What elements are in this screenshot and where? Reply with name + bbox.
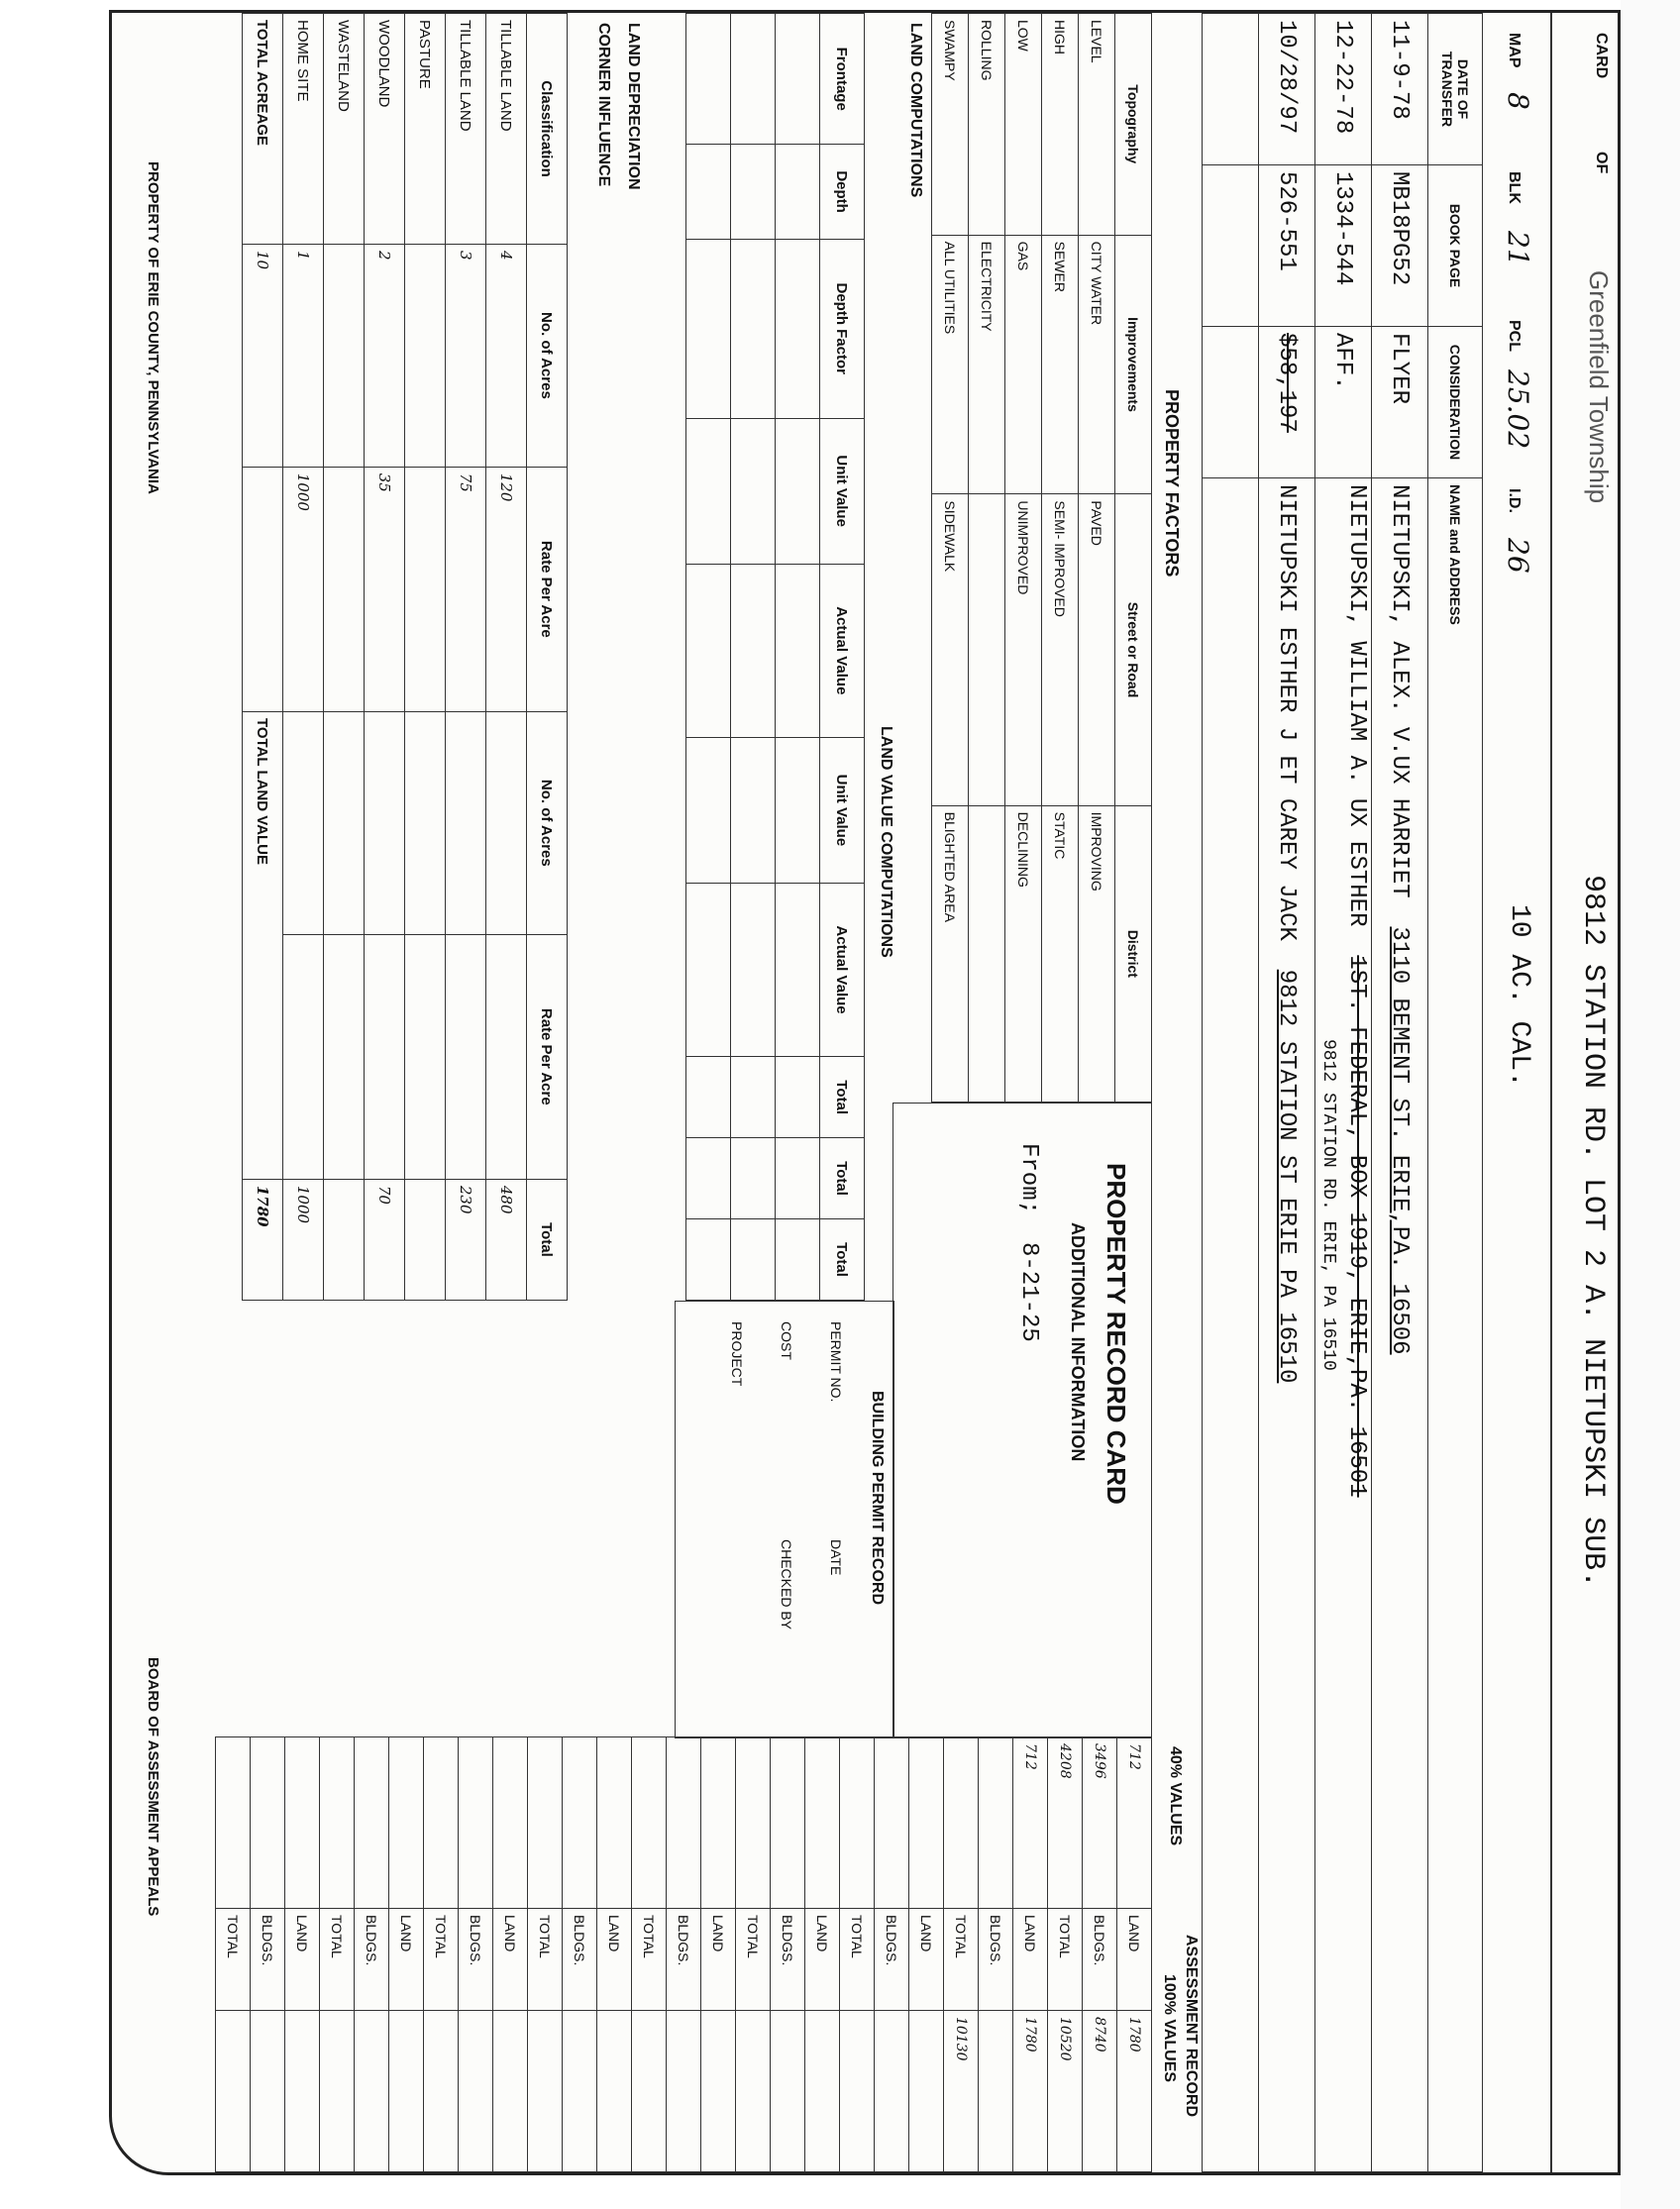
acreage-row	[405, 14, 446, 1301]
assessment-row	[216, 1737, 251, 2172]
col-improvements: Improvements	[1115, 235, 1152, 494]
assess-value	[632, 2011, 667, 2172]
owner-address: 9812 STATION ST ERIE PA 16510	[1273, 969, 1301, 1384]
permit-title: BUILDING PERMIT RECORD	[869, 1391, 886, 1605]
transfer-name-address	[1372, 478, 1428, 2172]
col-actual-value-2: Actual Value	[820, 883, 865, 1056]
assess-value	[840, 2011, 875, 2172]
assessment-row	[493, 1737, 528, 2172]
transfer-header-row	[1428, 14, 1483, 2172]
col-total-1: Total	[820, 1057, 865, 1138]
assess-label: TOTAL	[216, 1909, 251, 2011]
assess-label: TOTAL	[840, 1909, 875, 2011]
factor-cell: ROLLING	[969, 14, 1005, 236]
property-location: 9812 STATION RD. LOT 2 A. NIETUPSKI SUB.	[1576, 875, 1610, 1589]
col-topography: Topography	[1115, 14, 1152, 236]
factors-row	[1079, 14, 1115, 1103]
assessment-row	[355, 1737, 389, 2172]
assess-label: TOTAL	[424, 1909, 459, 2011]
owner-address-struck: 1ST. FEDERAL, BOX 1919, ERIE,PA. 16501	[1343, 955, 1370, 1498]
assessment-row	[528, 1737, 563, 2172]
assessment-row	[701, 1737, 736, 2172]
assessment-row	[979, 1737, 1013, 2172]
col-depth: Depth	[820, 145, 865, 239]
classification: WASTELAND	[324, 14, 365, 245]
permit-date-label: DATE	[828, 1539, 844, 1576]
assessment-table	[215, 1736, 1152, 2172]
factor-cell: LEVEL	[1079, 14, 1115, 236]
classification: TILLABLE LAND	[486, 14, 527, 245]
transfer-date: 12-22-78	[1315, 14, 1372, 165]
acreage-row	[486, 14, 527, 1301]
col-total: Total	[527, 1179, 568, 1300]
assessment-row	[563, 1737, 597, 2172]
corner-influence-label: CORNER INFLUENCE	[595, 23, 612, 187]
acreage-note: 10 AC. CAL.	[1504, 904, 1534, 1088]
col-unit-value-2: Unit Value	[820, 738, 865, 884]
land-comp-header-row	[820, 14, 865, 1301]
footer-left: PROPERTY OF ERIE COUNTY, PENNSYLVANIA	[145, 161, 161, 494]
factor-cell	[969, 805, 1005, 1102]
assess-value	[909, 2011, 944, 2172]
permit-project-label: PROJECT	[729, 1321, 745, 1387]
assess-label: BLDGS.	[1083, 1909, 1117, 2011]
transfer-history-table	[1202, 13, 1483, 2172]
assess-label: LAND	[285, 1909, 320, 2011]
factor-cell: ELECTRICITY	[969, 235, 1005, 494]
card-label: CARD	[1593, 33, 1610, 79]
assess-value	[528, 2011, 563, 2172]
acres: 3	[446, 245, 486, 468]
assess-label: LAND	[1013, 1909, 1048, 2011]
acreage-table	[242, 13, 568, 1301]
factor-cell: CITY WATER	[1079, 235, 1115, 494]
factors-header-row	[1115, 14, 1152, 1103]
assess-label: LAND	[389, 1909, 424, 2011]
factor-cell	[969, 494, 1005, 805]
assessment-row	[459, 1737, 493, 2172]
total-land-value-label: TOTAL LAND VALUE	[243, 711, 283, 1179]
assessment-row	[632, 1737, 667, 2172]
col-name-address: NAME and ADDRESS	[1428, 478, 1483, 2172]
assessment-row	[1083, 1737, 1117, 2172]
land-value-computations-title: LAND VALUE COMPUTATIONS	[878, 726, 894, 958]
assess-label: LAND	[805, 1909, 840, 2011]
assess-value	[320, 2011, 355, 2172]
rate	[243, 467, 283, 711]
factor-cell: SEMI- IMPROVED	[1042, 494, 1079, 805]
row-total	[324, 1179, 365, 1300]
pcl-label: PCL	[1506, 320, 1522, 352]
map-label: MAP	[1506, 33, 1522, 68]
permit-no-label: PERMIT NO.	[828, 1321, 844, 1403]
property-factors-table	[931, 13, 1152, 1103]
col-street-road: Street or Road	[1115, 494, 1152, 805]
col-consideration: CONSIDERATION	[1428, 327, 1483, 478]
assess-value	[389, 2011, 424, 2172]
rate: 75	[446, 467, 486, 711]
assess-label: LAND	[1117, 1909, 1152, 2011]
from-label: From;	[1015, 1143, 1042, 1215]
classification: TILLABLE LAND	[446, 14, 486, 245]
assess-label: BLDGS.	[251, 1909, 285, 2011]
classification: TOTAL ACREAGE	[243, 14, 283, 245]
row-total	[405, 1179, 446, 1300]
assessment-subtitle: 100% VALUES	[1161, 1974, 1178, 2083]
factors-row	[1042, 14, 1079, 1103]
transfer-row	[1315, 14, 1372, 2172]
assess-value	[493, 2011, 528, 2172]
transfer-consideration: AFF.	[1315, 327, 1372, 478]
assessment-row	[805, 1737, 840, 2172]
factor-cell: ALL UTILITIES	[932, 235, 969, 494]
value-40: 712	[1013, 1737, 1048, 1909]
col-depth-factor: Depth Factor	[820, 239, 865, 418]
acres	[405, 245, 446, 468]
assess-value	[805, 2011, 840, 2172]
row-total: 230	[446, 1179, 486, 1300]
assess-label: BLDGS.	[771, 1909, 805, 2011]
land-comp-row	[686, 14, 731, 1301]
col-district: District	[1115, 805, 1152, 1102]
row-total: 480	[486, 1179, 527, 1300]
factor-cell: IMPROVING	[1079, 805, 1115, 1102]
id-label: I.D.	[1506, 488, 1522, 513]
assess-label: LAND	[493, 1909, 528, 2011]
assess-value	[875, 2011, 909, 2172]
property-factors-title: PROPERTY FACTORS	[1162, 389, 1182, 578]
col-classification: Classification	[527, 14, 568, 245]
from-value: 8-21-25	[1015, 1242, 1042, 1342]
value-40	[979, 1737, 1013, 1909]
owner-name: NIETUPSKI, ALEX. V.UX HARRIET	[1386, 484, 1414, 898]
assess-value: 1780	[1013, 2011, 1048, 2172]
acreage-row	[446, 14, 486, 1301]
assessment-row	[1048, 1737, 1083, 2172]
col-total-2: Total	[820, 1138, 865, 1219]
factor-cell: GAS	[1005, 235, 1042, 494]
acres: 2	[365, 245, 405, 468]
assess-value	[424, 2011, 459, 2172]
assessment-title: ASSESSMENT RECORD	[1183, 1935, 1200, 2118]
assess-label: BLDGS.	[563, 1909, 597, 2011]
rate	[324, 467, 365, 711]
property-record-card	[109, 10, 1621, 2175]
land-comp-row	[776, 14, 820, 1301]
transfer-row	[1259, 14, 1315, 2172]
assess-value: 8740	[1083, 2011, 1117, 2172]
transfer-book: 526-551	[1259, 165, 1315, 327]
owner-name: NIETUPSKI, WILLIAM A. UX ESTHER	[1343, 484, 1370, 927]
factors-row	[969, 14, 1005, 1103]
factors-row	[1005, 14, 1042, 1103]
assessment-row	[424, 1737, 459, 2172]
assessment-row	[597, 1737, 632, 2172]
rate: 120	[486, 467, 527, 711]
col-no-of-acres: No. of Acres	[527, 245, 568, 468]
assess-label: BLDGS.	[979, 1909, 1013, 2011]
row-total: 70	[365, 1179, 405, 1300]
header-strip	[1550, 13, 1618, 2172]
assess-label: TOTAL	[736, 1909, 771, 2011]
assessment-row	[875, 1737, 909, 2172]
transfer-row-empty	[1203, 14, 1259, 2172]
rate: 1000	[283, 467, 324, 711]
value-40: 4208	[1048, 1737, 1083, 1909]
assess-label: BLDGS.	[459, 1909, 493, 2011]
assess-label: TOTAL	[1048, 1909, 1083, 2011]
assessment-row	[320, 1737, 355, 2172]
assess-value	[771, 2011, 805, 2172]
rate: 35	[365, 467, 405, 711]
assess-value	[563, 2011, 597, 2172]
transfer-date: 10/28/97	[1259, 14, 1315, 165]
factor-cell: HIGH	[1042, 14, 1079, 236]
col-frontage: Frontage	[820, 14, 865, 145]
row-total: 1000	[283, 1179, 324, 1300]
permit-checked-by-label: CHECKED BY	[779, 1539, 794, 1630]
assess-value: 10520	[1048, 2011, 1083, 2172]
owner-name: NIETUPSKI ESTHER J ET CAREY JACK	[1273, 484, 1301, 941]
assess-value	[216, 2011, 251, 2172]
parcel-id-row	[1482, 13, 1552, 2172]
assessment-row	[736, 1737, 771, 2172]
acres	[324, 245, 365, 468]
assessment-row	[1013, 1737, 1048, 2172]
assessment-row	[1117, 1737, 1152, 2172]
card-top-edge	[1621, 0, 1680, 2209]
assess-label: BLDGS.	[355, 1909, 389, 2011]
assessment-headers	[1152, 1736, 1202, 2172]
col-rate-per-acre-2: Rate Per Acre	[527, 934, 568, 1179]
acreage-header-row	[527, 14, 568, 1301]
assess-value	[667, 2011, 701, 2172]
of-label: OF	[1593, 152, 1610, 174]
transfer-row	[1372, 14, 1428, 2172]
assess-label: TOTAL	[632, 1909, 667, 2011]
assess-label: BLDGS.	[667, 1909, 701, 2011]
factor-cell: UNIMPROVED	[1005, 494, 1042, 805]
assess-value: 1780	[1117, 2011, 1152, 2172]
assessment-row	[909, 1737, 944, 2172]
assessment-row	[944, 1737, 979, 2172]
col-book-page: BOOK PAGE	[1428, 165, 1483, 327]
acres: 4	[486, 245, 527, 468]
owner-address-new: 9812 STATION RD. ERIE, PA 16510	[1318, 1039, 1338, 1371]
transfer-date: 11-9-78	[1372, 14, 1428, 165]
factor-cell: STATIC	[1042, 805, 1079, 1102]
acreage-row	[283, 14, 324, 1301]
assessment-row	[840, 1737, 875, 2172]
assess-value: 10130	[944, 2011, 979, 2172]
township-name: Greenfield Township	[1584, 270, 1614, 504]
land-depreciation-label: LAND DEPRECIATION	[625, 23, 642, 190]
factor-cell: LOW	[1005, 14, 1042, 236]
transfer-book: MB18PG52	[1372, 165, 1428, 327]
footer-right: BOARD OF ASSESSMENT APPEALS	[145, 1657, 161, 1917]
blk-value: 21	[1502, 231, 1534, 266]
assess-value	[979, 2011, 1013, 2172]
classification: WOODLAND	[365, 14, 405, 245]
permit-cost-label: COST	[779, 1321, 794, 1360]
assessment-row	[251, 1737, 285, 2172]
record-card-info	[892, 1103, 1152, 1738]
transfer-name-address	[1259, 478, 1315, 2172]
factor-cell: SEWER	[1042, 235, 1079, 494]
assess-value	[285, 2011, 320, 2172]
col-rate-per-acre: Rate Per Acre	[527, 467, 568, 711]
factor-cell: PAVED	[1079, 494, 1115, 805]
owner-address: 3110 BEMENT ST. ERIE,PA. 16506	[1386, 926, 1414, 1355]
acreage-total-row	[243, 14, 283, 1301]
land-computations-table	[685, 13, 865, 1301]
factor-cell: SWAMPY	[932, 14, 969, 236]
total-land-value: 1780	[243, 1179, 283, 1300]
assess-label: TOTAL	[528, 1909, 563, 2011]
value-40: 3496	[1083, 1737, 1117, 1909]
assessment-row	[667, 1737, 701, 2172]
factor-cell: DECLINING	[1005, 805, 1042, 1102]
assess-label: TOTAL	[320, 1909, 355, 2011]
factor-cell: SIDEWALK	[932, 494, 969, 805]
values40-title: 40% VALUES	[1167, 1746, 1184, 1846]
transfer-consideration: FLYER	[1372, 327, 1428, 478]
record-card-title: PROPERTY RECORD CARD	[1102, 1163, 1131, 1505]
additional-info-label: ADDITIONAL INFORMATION	[1068, 1222, 1088, 1462]
factors-row	[932, 14, 969, 1103]
assess-value	[355, 2011, 389, 2172]
col-unit-value: Unit Value	[820, 418, 865, 564]
acreage-row	[365, 14, 405, 1301]
assess-value	[597, 2011, 632, 2172]
value-40: 712	[1117, 1737, 1152, 1909]
value-40	[944, 1737, 979, 1909]
assessment-row	[285, 1737, 320, 2172]
assess-value	[459, 2011, 493, 2172]
id-value: 26	[1502, 538, 1534, 574]
transfer-consideration: $58,197	[1259, 327, 1315, 478]
building-permit-record	[675, 1301, 894, 1738]
assess-label: LAND	[701, 1909, 736, 2011]
land-computations-title: LAND COMPUTATIONS	[907, 23, 924, 198]
transfer-book: 1334-544	[1315, 165, 1372, 327]
assess-label: BLDGS.	[875, 1909, 909, 2011]
assessment-row	[771, 1737, 805, 2172]
pcl-value: 25.02	[1502, 369, 1534, 450]
rate	[405, 467, 446, 711]
assess-value	[736, 2011, 771, 2172]
land-comp-row	[731, 14, 776, 1301]
transfer-name-address	[1315, 478, 1372, 2172]
assess-label: TOTAL	[944, 1909, 979, 2011]
acreage-row	[324, 14, 365, 1301]
map-value: 8	[1502, 92, 1534, 110]
col-no-of-acres-2: No. of Acres	[527, 711, 568, 934]
acres: 10	[243, 245, 283, 468]
assess-value	[251, 2011, 285, 2172]
assessment-row	[389, 1737, 424, 2172]
col-actual-value: Actual Value	[820, 564, 865, 737]
blk-label: BLK	[1506, 171, 1522, 204]
factor-cell: BLIGHTED AREA	[932, 805, 969, 1102]
col-date-of-transfer: DATE OF TRANSFER	[1428, 14, 1483, 165]
acres: 1	[283, 245, 324, 468]
classification: HOME SITE	[283, 14, 324, 245]
col-total-3: Total	[820, 1219, 865, 1301]
assess-label: LAND	[909, 1909, 944, 2011]
assess-label: LAND	[597, 1909, 632, 2011]
classification: PASTURE	[405, 14, 446, 245]
assess-value	[701, 2011, 736, 2172]
